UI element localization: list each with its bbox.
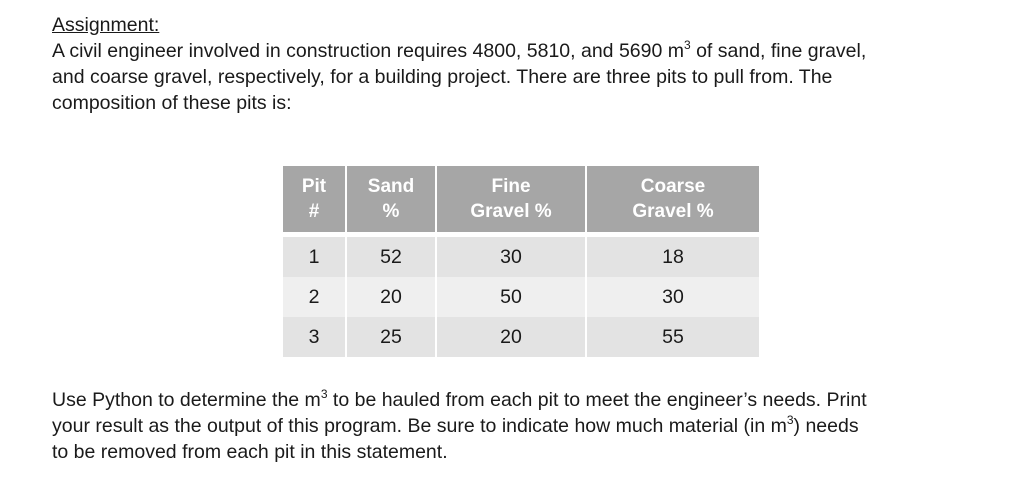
superscript-3: 3 bbox=[786, 412, 794, 427]
pit-composition-table bbox=[283, 166, 759, 357]
superscript-3: 3 bbox=[320, 386, 328, 401]
intro-line-1-tail: of sand, fine gravel, bbox=[690, 40, 867, 62]
table-row bbox=[283, 277, 759, 317]
table-cell: 50 bbox=[436, 277, 586, 317]
header-sand bbox=[346, 166, 436, 233]
table-cell: 18 bbox=[586, 237, 759, 277]
header-fine-line1: Fine bbox=[491, 176, 531, 197]
table-cell: 30 bbox=[586, 277, 759, 317]
header-coarse-gravel bbox=[586, 166, 759, 233]
header-fine-gravel bbox=[436, 166, 586, 233]
table-cell: 20 bbox=[346, 277, 436, 317]
table-cell: 2 bbox=[283, 277, 346, 317]
header-pit-line1: Pit bbox=[301, 176, 327, 197]
intro-line-1 bbox=[52, 38, 1012, 64]
table-cell: 52 bbox=[346, 237, 436, 277]
instructions-line-1 bbox=[52, 387, 1012, 413]
header-pit-line2: # bbox=[308, 201, 320, 222]
table-cell: 30 bbox=[436, 237, 586, 277]
instructions-line-2-tail: ) needs bbox=[793, 415, 859, 437]
assignment-heading: Assignment: bbox=[52, 14, 160, 36]
instructions-line-3: to be removed from each pit in this statement. bbox=[52, 441, 448, 463]
intro-line-2: and coarse gravel, respectively, for a building project. There are three pits to pull from. The bbox=[52, 66, 833, 88]
header-sand-line1: Sand bbox=[367, 176, 415, 197]
table-cell: 25 bbox=[346, 317, 436, 357]
instructions-line-2-text: your result as the output of this program. Be sure to indicate how much material (in m bbox=[52, 415, 787, 437]
table-cell: 1 bbox=[283, 237, 346, 277]
table-cell: 3 bbox=[283, 317, 346, 357]
intro-line-1-text: A civil engineer involved in construction requires 4800, 5810, and 5690 m bbox=[52, 40, 684, 62]
instructions-line-1-text: Use Python to determine the m bbox=[52, 389, 321, 411]
instructions-line-2 bbox=[52, 413, 1012, 439]
table-row bbox=[283, 317, 759, 357]
header-fine-line2: Gravel % bbox=[470, 201, 552, 222]
header-coarse-line1: Coarse bbox=[640, 176, 706, 197]
table-header-row bbox=[283, 166, 759, 233]
instructions-line-1-tail: to be hauled from each pit to meet the engineer’s needs. Print bbox=[327, 389, 867, 411]
assignment-intro bbox=[52, 12, 1012, 116]
header-coarse-line2: Gravel % bbox=[632, 201, 714, 222]
table-row bbox=[283, 237, 759, 277]
header-sand-line2: % bbox=[382, 201, 400, 222]
header-pit bbox=[283, 166, 346, 233]
superscript-3: 3 bbox=[683, 37, 691, 52]
instructions-paragraph bbox=[52, 387, 1012, 465]
table-cell: 55 bbox=[586, 317, 759, 357]
table-cell: 20 bbox=[436, 317, 586, 357]
intro-line-3: composition of these pits is: bbox=[52, 92, 292, 114]
